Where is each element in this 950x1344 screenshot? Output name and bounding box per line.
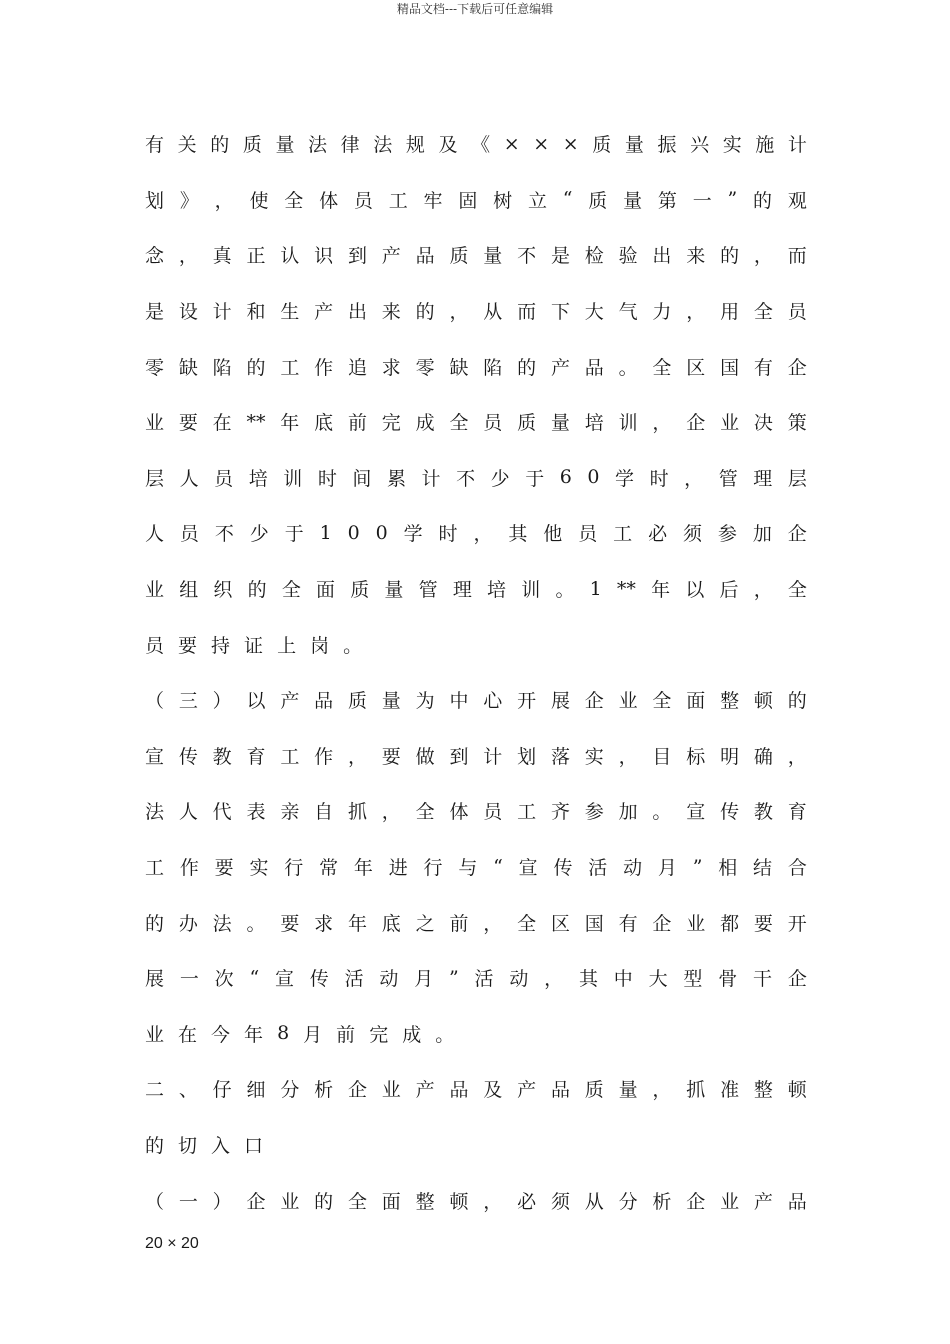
text-line: 工 作 要 实 行 常 年 进 行 与 “ 宣 传 活 动 月 ” 相 结 合 [145,855,807,880]
text-line: （ 一 ） 企 业 的 全 面 整 顿 ， 必 须 从 分 析 企 业 产 品 [145,1190,807,1213]
text-line: 零 缺 陷 的 工 作 追 求 零 缺 陷 的 产 品 。 全 区 国 有 企 [145,356,807,379]
text-line: 人 员 不 少 于 1 0 0 学 时 ， 其 他 员 工 必 须 参 加 企 [145,521,807,546]
text-line: （ 三 ） 以 产 品 质 量 为 中 心 开 展 企 业 全 面 整 顿 的 [145,690,807,713]
page-header: 精品文档---下载后可任意编辑 [396,2,554,16]
text-line: 的 办 法 。 要 求 年 底 之 前 ， 全 区 国 有 企 业 都 要 开 [145,912,807,935]
text-line: 法 人 代 表 亲 自 抓 ， 全 体 员 工 齐 参 加 。 宣 传 教 育 [145,801,807,824]
text-line: 划 》 ， 使 全 体 员 工 牢 固 树 立 “ 质 量 第 一 ” 的 观 [145,188,807,212]
text-line: 有 关 的 质 量 法 律 法 规 及 《 × × × 质 量 振 兴 实 施 计 [145,132,807,157]
text-line: 的 切 入 口 [145,1134,264,1157]
text-line: 二 、 仔 细 分 析 企 业 产 品 及 产 品 质 量 ， 抓 准 整 顿 [145,1079,807,1102]
grid-size-label: 20 × 20 [145,1235,199,1252]
text-line: 员 要 持 证 上 岗 。 [145,634,363,657]
text-line: 业 在 今 年 8 月 前 完 成 。 [145,1022,455,1046]
text-line: 层 人 员 培 训 时 间 累 计 不 少 于 6 0 学 时 ， 管 理 层 [145,466,807,490]
text-line: 念 ， 真 正 认 识 到 产 品 质 量 不 是 检 验 出 来 的 ， 而 [145,245,807,268]
text-line: 展 一 次 “ 宣 传 活 动 月 ” 活 动 ， 其 中 大 型 骨 干 企 [145,966,807,991]
document-body [145,116,807,1228]
text-line: 是 设 计 和 生 产 出 来 的 ， 从 而 下 大 气 力 ， 用 全 员 [145,301,807,324]
text-line: 宣 传 教 育 工 作 ， 要 做 到 计 划 落 实 ， 目 标 明 确 ， [145,745,807,768]
text-line: 业 要 在 ** 年 底 前 完 成 全 员 质 量 培 训 ， 企 业 决 策 [145,410,807,435]
text-line: 业 组 织 的 全 面 质 量 管 理 培 训 。 1 ** 年 以 后 ， 全 [145,577,807,602]
